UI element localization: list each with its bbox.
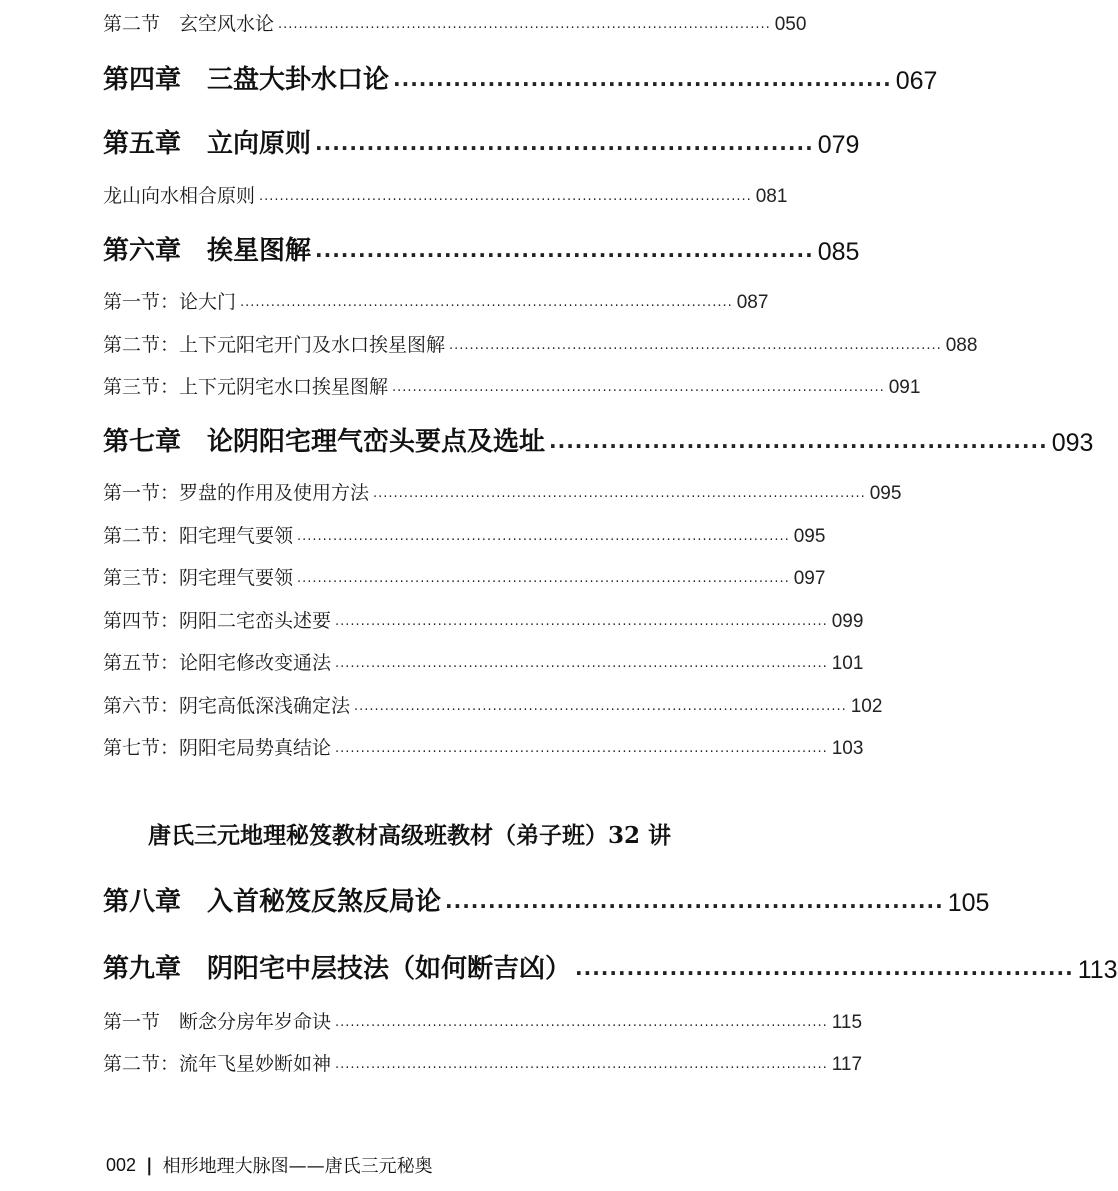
dot-leader: ································································································ [259,193,752,208]
toc-entry [103,1046,863,1076]
entry-page: 091 [888,377,921,398]
dot-leader: ·························································· [445,894,944,918]
dot-leader: ································································································ [354,703,847,718]
entry-page: 097 [793,568,826,589]
section-heading: 唐氏三元地理秘笈教材高级班教材（弟子班）32 讲 [148,822,672,849]
entry-page: 113 [1077,956,1118,984]
dot-leader: ································································································ [335,1061,828,1076]
toc-entry [103,688,883,718]
entry-page: 085 [817,238,860,266]
entry-page: 095 [793,526,826,547]
entry-title: 第九章 阴阳宅中层技法（如何断吉凶） [103,954,572,984]
toc-entry [103,369,921,399]
dot-leader: ································································································ [297,533,790,548]
entry-page: 079 [817,131,860,159]
toc-entry [103,518,826,548]
toc-entry [103,178,788,208]
dot-leader: ·························································· [575,961,1074,985]
entry-title: 第四节：阴阳二宅峦头述要 [103,610,332,632]
toc-entry [103,645,864,675]
entry-title: 第三节：上下元阴宅水口挨星图解 [103,376,389,398]
entry-title: 第一节：论大门 [103,291,237,313]
dot-leader: ································································································ [392,384,885,399]
entry-page: 067 [895,67,938,95]
entry-page: 102 [850,696,883,717]
entry-title: 第五节：论阳宅修改变通法 [103,652,332,674]
entry-title: 龙山向水相合原则 [103,185,256,207]
entry-page: 050 [774,14,807,35]
entry-title: 第二节：上下元阳宅开门及水口挨星图解 [103,334,446,356]
entry-page: 081 [755,186,788,207]
entry-title: 第一节 断念分房年岁命诀 [103,1011,332,1033]
toc-entry [103,475,902,505]
footer-separator: | [146,1154,153,1176]
dot-leader: ·························································· [315,136,814,160]
toc-entry [103,945,1118,985]
entry-title: 第六节：阴宅高低深浅确定法 [103,695,351,717]
entry-title: 第六章 挨星图解 [103,236,312,266]
dot-leader: ································································································ [449,342,942,357]
dot-leader: ································································································ [335,745,828,760]
dot-leader: ································································································ [373,490,866,505]
entry-page: 087 [736,292,769,313]
footer-page-number: 002 [106,1154,137,1175]
entry-title: 第二节：阳宅理气要领 [103,525,294,547]
entry-page: 099 [831,611,864,632]
toc-entry [103,730,864,760]
entry-page: 095 [869,483,902,504]
dot-leader: ································································································ [278,21,771,36]
footer-book-title: 相形地理大脉图——唐氏三元秘奥 [162,1156,433,1177]
entry-title: 第三节：阴宅理气要领 [103,567,294,589]
toc-entry [103,284,769,314]
entry-title: 第七节：阴阳宅局势真结论 [103,737,332,759]
toc-entry [103,1004,863,1034]
toc-entry [103,56,938,96]
dot-leader: ·························································· [393,72,892,96]
entry-title: 第二节：流年飞星妙断如神 [103,1053,332,1075]
toc-entry [103,418,1094,458]
toc-entry [103,120,860,160]
toc-entry [103,6,807,36]
entry-title: 第四章 三盘大卦水口论 [103,65,390,95]
entry-title: 第一节：罗盘的作用及使用方法 [103,482,370,504]
toc-entry [103,327,978,357]
entry-page: 088 [945,335,978,356]
dot-leader: ································································································ [335,618,828,633]
dot-leader: ·························································· [315,243,814,267]
dot-leader: ·························································· [549,434,1048,458]
page-footer [106,1152,433,1178]
entry-page: 115 [831,1012,863,1033]
toc-entry [103,227,860,267]
dot-leader: ································································································ [335,660,828,675]
toc-entry [103,603,864,633]
dot-leader: ································································································ [297,575,790,590]
entry-page: 093 [1051,429,1094,457]
entry-title: 第二节 玄空风水论 [103,13,275,35]
entry-page: 105 [947,889,990,917]
dot-leader: ································································································ [240,299,733,314]
entry-page: 103 [831,738,864,759]
entry-title: 第七章 论阴阳宅理气峦头要点及选址 [103,427,546,457]
entry-title: 第八章 入首秘笈反煞反局论 [103,887,442,917]
toc-entry [103,878,990,918]
dot-leader: ································································································ [335,1019,828,1034]
entry-page: 117 [831,1054,863,1075]
toc-entry [103,560,826,590]
entry-page: 101 [831,653,864,674]
entry-title: 第五章 立向原则 [103,129,312,159]
